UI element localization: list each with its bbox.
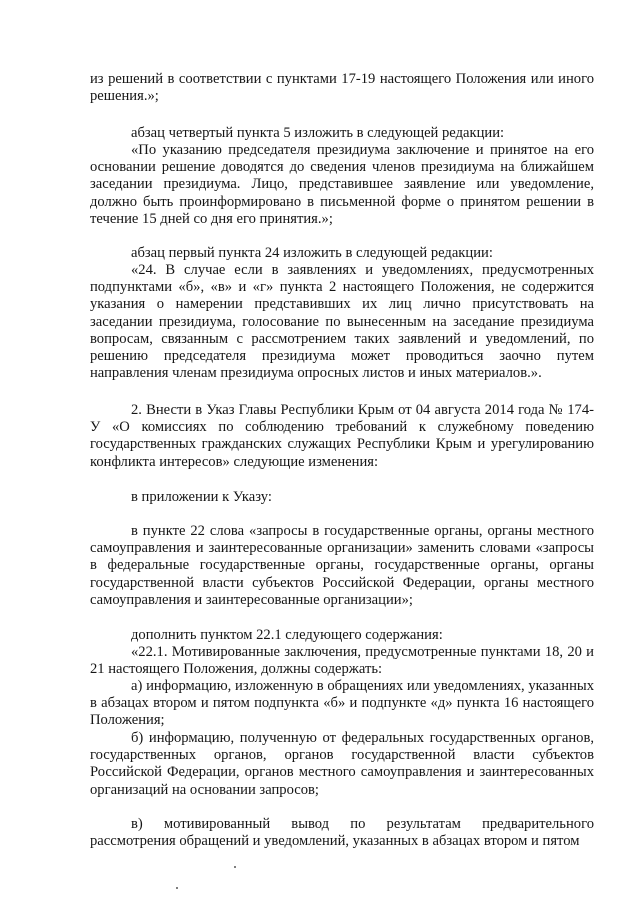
scan-speck: [176, 887, 178, 889]
paragraph-section-2: 2. Внести в Указ Главы Республики Крым от 04 августа 2014 года № 174-У «О комиссиях по соблюдению требований к служебному поведению государственных гражданских служащих Республики Крым и урегулированию конфликта интересов» следующие изменения:: [90, 402, 594, 470]
paragraph-subitem-b: б) информацию, полученную от федеральных государственных органов, государственных органов, органов государственной власти субъектов Российской Федерации, органов местного самоуправления и заинтересованных организаций на основании запросов;: [90, 730, 594, 798]
paragraph-add-item-22-1: дополнить пунктом 22.1 следующего содержания:: [131, 627, 443, 643]
paragraph-amend-item-5: абзац четвертый пункта 5 изложить в следующей редакции:: [131, 125, 505, 141]
paragraph-item-22: в пункте 22 слова «запросы в государственные органы, органы местного самоуправления и заинтересованные организации» заменить словами «запросы в федеральные государственные органы, государственные органы, органы государственной власти субъектов Российской Федерации, органы местного самоуправления и заинтересованные организации»;: [90, 523, 594, 608]
paragraph-amend-item-24: абзац первый пункта 24 изложить в следующей редакции:: [131, 245, 493, 261]
paragraph-quote-item-5: «По указанию председателя президиума заключение и принятое на его основании решение доводятся до сведения членов президиума на ближайшем заседании президиума. Лицо, представившее заявление или уведомление, должно быть проинформировано в письменной форме о принятом решении в течение 15 дней со дня его принятия.»;: [90, 142, 594, 227]
paragraph-subitem-a: а) информацию, изложенную в обращениях или уведомлениях, указанных в абзацах втором и пятом подпункта «б» и подпункте «д» пункта 16 настоящего Положения;: [90, 678, 594, 729]
paragraph-continuation: из решений в соответствии с пунктами 17-19 настоящего Положения или иного решения.»;: [90, 71, 594, 105]
paragraph-quote-item-24: «24. В случае если в заявлениях и уведомлениях, предусмотренных подпунктами «б», «в» и «г» пункта 2 настоящего Положения, не содержится указания о намерении представивших их лиц лично присутствовать на заседании президиума, голосование по вынесенным на заседание президиума вопросам, связанным с рассмотрением таких заявлений и уведомлений, по решению председателя президиума может проводиться заочно путем направления членам президиума опросных листов и иных материалов.».: [90, 262, 594, 382]
paragraph-subitem-v: в) мотивированный вывод по результатам предварительного рассмотрения обращений и уведомлений, указанных в абзацах втором и пятом: [90, 816, 594, 850]
paragraph-item-22-1: «22.1. Мотивированные заключения, предусмотренные пунктами 18, 20 и 21 настоящего Положения, должны содержать:: [90, 644, 594, 678]
scan-speck: [234, 866, 236, 868]
paragraph-annex: в приложении к Указу:: [131, 489, 272, 505]
